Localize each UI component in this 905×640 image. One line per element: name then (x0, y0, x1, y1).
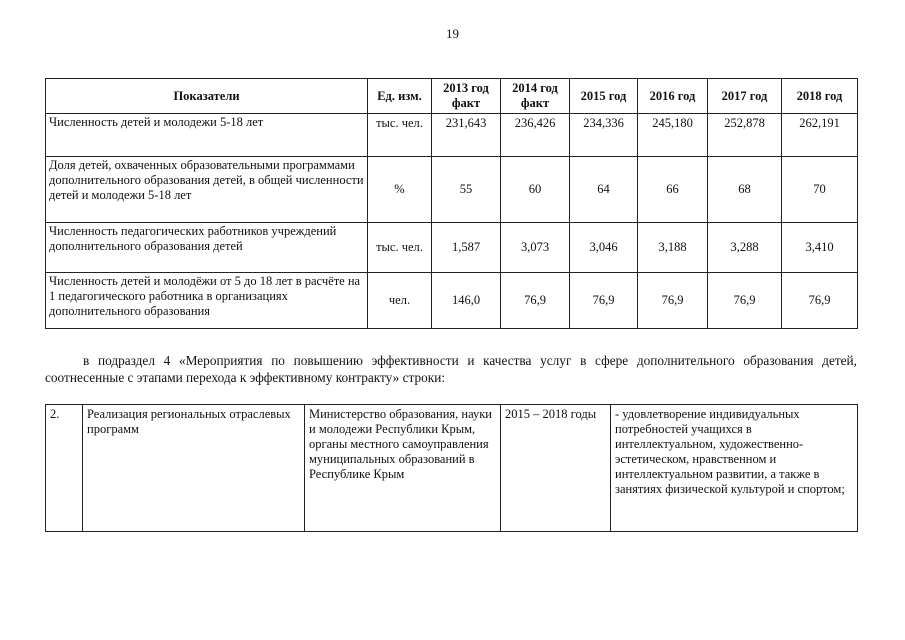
value-2017: 3,288 (708, 223, 782, 273)
header-unit: Ед. изм. (368, 79, 432, 114)
table-row (46, 157, 858, 223)
activity-name: Реализация региональных отраслевых программ (83, 405, 305, 532)
table-row (46, 273, 858, 329)
value-2017: 68 (708, 157, 782, 223)
value-2018: 76,9 (782, 273, 858, 329)
indicator-name: Численность детей и молодежи 5-18 лет (46, 114, 368, 157)
indicator-unit: % (368, 157, 432, 223)
activity-result: - удовлетворение индивидуальных потребностей учащихся в интеллектуальном, художественно-эстетическом, нравственном и интеллектуальном развитии, а также в занятиях физической культурой и спортом; (611, 405, 858, 532)
header-2018: 2018 год (782, 79, 858, 114)
value-2013: 1,587 (432, 223, 501, 273)
value-2013: 231,643 (432, 114, 501, 157)
header-2013: 2013 год факт (432, 79, 501, 114)
page-number: 19 (446, 26, 459, 41)
activity-executor: Министерство образования, науки и молодежи Республики Крым, органы местного самоуправления муниципальных образований в Республике Крым (305, 405, 501, 532)
header-indicator: Показатели (46, 79, 368, 114)
value-2014: 60 (501, 157, 570, 223)
activity-number: 2. (46, 405, 83, 532)
value-2013: 55 (432, 157, 501, 223)
indicator-name: Численность детей и молодёжи от 5 до 18 лет в расчёте на 1 педагогического работника в организациях дополнительного образования (46, 273, 368, 329)
indicator-unit: тыс. чел. (368, 114, 432, 157)
indicator-name: Доля детей, охваченных образовательными программами дополнительного образования детей, в общей численности детей и молодежи 5-18 лет (46, 157, 368, 223)
indicators-table (45, 78, 858, 329)
value-2018: 70 (782, 157, 858, 223)
value-2018: 262,191 (782, 114, 858, 157)
value-2016: 245,180 (638, 114, 708, 157)
value-2014: 76,9 (501, 273, 570, 329)
table-header-row (46, 79, 858, 114)
value-2015: 3,046 (570, 223, 638, 273)
header-2017: 2017 год (708, 79, 782, 114)
table-row (46, 114, 858, 157)
activities-table (45, 404, 858, 532)
value-2016: 3,188 (638, 223, 708, 273)
header-2015: 2015 год (570, 79, 638, 114)
table-row (46, 223, 858, 273)
indicator-unit: чел. (368, 273, 432, 329)
body-paragraph: в подраздел 4 «Мероприятия по повышению эффективности и качества услуг в сфере дополнительного образования детей, соотнесенные с этапами перехода к эффективному контракту» строки: (45, 353, 857, 385)
activity-period: 2015 – 2018 годы (501, 405, 611, 532)
value-2013: 146,0 (432, 273, 501, 329)
value-2015: 76,9 (570, 273, 638, 329)
value-2018: 3,410 (782, 223, 858, 273)
header-2014: 2014 год факт (501, 79, 570, 114)
value-2017: 76,9 (708, 273, 782, 329)
value-2015: 234,336 (570, 114, 638, 157)
indicator-name: Численность педагогических работников учреждений дополнительного образования детей (46, 223, 368, 273)
value-2016: 66 (638, 157, 708, 223)
value-2017: 252,878 (708, 114, 782, 157)
value-2014: 236,426 (501, 114, 570, 157)
table-row (46, 405, 858, 532)
value-2014: 3,073 (501, 223, 570, 273)
value-2016: 76,9 (638, 273, 708, 329)
header-2016: 2016 год (638, 79, 708, 114)
indicator-unit: тыс. чел. (368, 223, 432, 273)
value-2015: 64 (570, 157, 638, 223)
